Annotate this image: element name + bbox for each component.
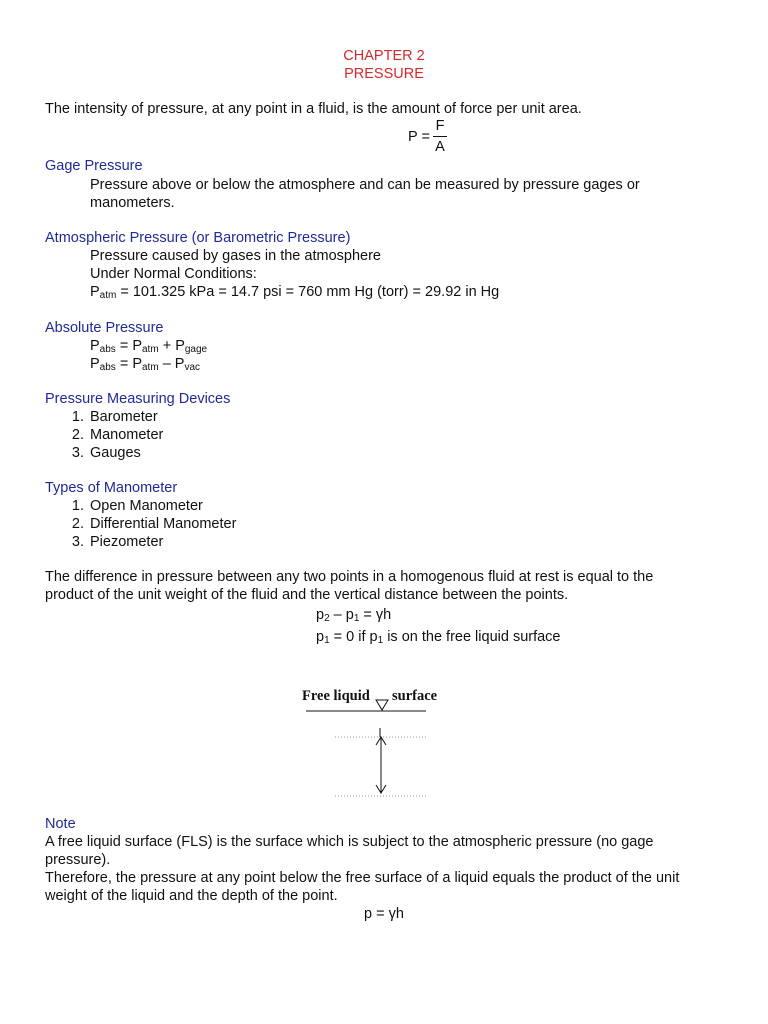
eq-subscript: atm — [142, 362, 159, 373]
intro-text: The intensity of pressure, at any point in a fluid, is the amount of force per unit area. — [45, 101, 582, 117]
list-item — [62, 497, 203, 515]
eq-subscript: gage — [184, 344, 208, 355]
note-heading: Note — [45, 816, 76, 832]
pressure-formula-lhs: P = — [408, 129, 430, 145]
list-number: 2. — [71, 516, 84, 532]
list-number: 3. — [71, 534, 84, 550]
surface-condition — [316, 628, 561, 646]
formula-values: = 101.325 kPa = 14.7 psi = 760 mm Hg (torr) = 29.92 in Hg — [116, 284, 500, 300]
eq-symbol: p — [316, 607, 325, 623]
atmospheric-text-1: Pressure caused by gases in the atmosphere — [90, 248, 381, 264]
note-formula: p = γh — [364, 906, 404, 922]
eq-operator: – P — [158, 356, 185, 372]
note-text-3: Therefore, the pressure at any point below the free surface of a liquid equals the product of the unit — [45, 870, 680, 886]
absolute-equation-1 — [90, 337, 207, 355]
list-label: Differential Manometer — [90, 516, 237, 532]
atmospheric-text-2: Under Normal Conditions: — [90, 266, 257, 282]
eq-subscript: 1 — [353, 613, 360, 624]
formula-denominator: A — [435, 139, 445, 155]
list-label: Barometer — [90, 409, 158, 425]
note-text-4: weight of the liquid and the depth of the point. — [45, 888, 338, 904]
formula-symbol: P — [90, 284, 100, 300]
list-number: 1. — [71, 409, 84, 425]
list-item — [62, 444, 141, 462]
free-surface-diagram — [290, 682, 450, 807]
list-item — [62, 515, 236, 533]
difference-text-2: product of the unit weight of the fluid and the vertical distance between the points. — [45, 587, 569, 603]
pressure-formula-fraction — [433, 118, 447, 156]
list-number: 2. — [71, 427, 84, 443]
list-label: Manometer — [90, 427, 164, 443]
atmospheric-pressure-heading: Atmospheric Pressure (or Barometric Pressure) — [45, 230, 351, 246]
formula-numerator: F — [435, 118, 445, 134]
absolute-equation-2 — [90, 355, 200, 373]
note-text-2: pressure). — [45, 852, 111, 868]
eq-symbol: P — [90, 356, 100, 372]
diagram-drawing — [290, 682, 450, 807]
difference-equation — [316, 606, 391, 624]
list-item — [62, 408, 158, 426]
diagram-label-surface: surface — [392, 688, 438, 704]
list-label: Piezometer — [90, 534, 164, 550]
list-item — [62, 426, 163, 444]
eq-text: = 0 if p — [329, 629, 378, 645]
fraction-bar — [433, 136, 447, 137]
eq-operator: + P — [158, 338, 185, 354]
eq-subscript: 1 — [324, 635, 330, 646]
absolute-pressure-heading: Absolute Pressure — [45, 320, 164, 336]
atmospheric-formula — [90, 283, 499, 301]
eq-subscript: vac — [184, 362, 201, 373]
note-text-1: A free liquid surface (FLS) is the surface which is subject to the atmospheric pressure (no gage — [45, 834, 654, 850]
difference-text-1: The difference in pressure between any two points in a homogenous fluid at rest is equal to the — [45, 569, 654, 585]
list-number: 3. — [71, 445, 84, 461]
eq-operator: = P — [115, 356, 142, 372]
eq-subscript: abs — [99, 344, 116, 355]
list-label: Gauges — [90, 445, 141, 461]
gage-pressure-text-1: Pressure above or below the atmosphere and can be measured by pressure gages or — [90, 177, 640, 193]
list-item — [62, 533, 163, 551]
eq-subscript: atm — [142, 344, 159, 355]
gage-pressure-heading: Gage Pressure — [45, 158, 143, 174]
chapter-number: CHAPTER 2 — [343, 48, 425, 64]
list-number: 1. — [71, 498, 84, 514]
manometer-types-heading: Types of Manometer — [45, 480, 178, 496]
eq-operator: – p — [329, 607, 354, 623]
chapter-title: PRESSURE — [344, 66, 424, 82]
eq-rhs: = γh — [359, 607, 392, 623]
diagram-label-free-liquid: Free liquid — [302, 688, 370, 704]
eq-operator: = P — [115, 338, 142, 354]
eq-subscript: abs — [99, 362, 116, 373]
eq-text: is on the free liquid surface — [383, 629, 561, 645]
eq-symbol: P — [90, 338, 100, 354]
eq-symbol: p — [316, 629, 325, 645]
free-surface-triangle-icon — [376, 700, 388, 710]
list-label: Open Manometer — [90, 498, 203, 514]
eq-subscript: 2 — [324, 613, 330, 624]
eq-subscript: 1 — [377, 635, 384, 646]
measuring-devices-heading: Pressure Measuring Devices — [45, 391, 231, 407]
formula-subscript: atm — [99, 290, 117, 301]
gage-pressure-text-2: manometers. — [90, 195, 175, 211]
